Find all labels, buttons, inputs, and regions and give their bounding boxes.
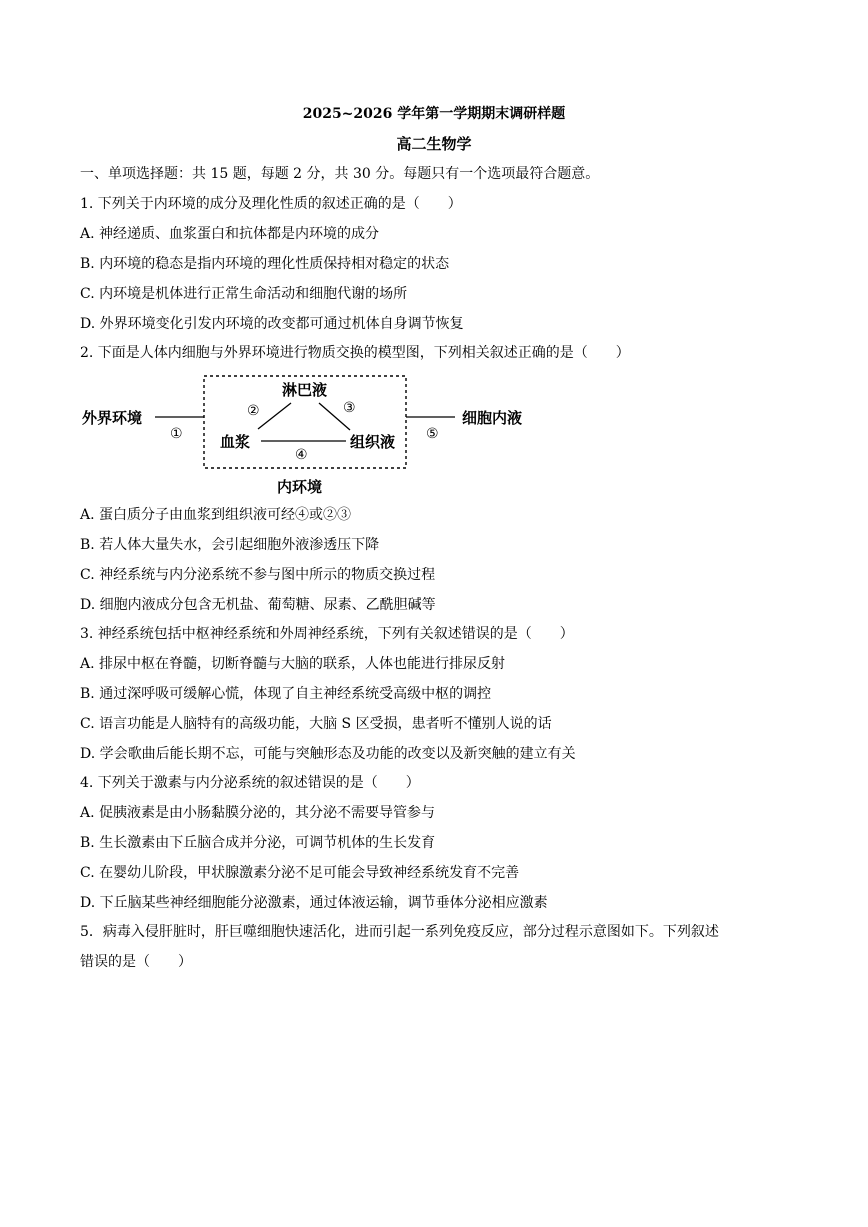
q3-stem: 3. 神经系统包括中枢神经系统和外周神经系统，下列有关叙述错误的是（ ） [80,626,574,642]
label-tissue-fluid: 组织液 [350,433,396,451]
q5-stem-line-2: 错误的是（ ） [80,954,192,970]
q3-option-a: A. 排尿中枢在脊髓，切断脊髓与大脑的联系，人体也能进行排尿反射 [80,656,506,672]
marker-1: ① [170,426,183,442]
q1-option-b: B. 内环境的稳态是指内环境的理化性质保持相对稳定的状态 [80,256,450,272]
q4-option-a: A. 促胰液素是由小肠黏膜分泌的，其分泌不需要导管参与 [80,805,436,821]
label-intracellular-fluid: 细胞内液 [462,409,523,427]
q4-stem: 4. 下列关于激素与内分泌系统的叙述错误的是（ ） [80,775,420,791]
q3-option-d: D. 学会歌曲后能长期不忘，可能与突触形态及功能的改变以及新突触的建立有关 [80,746,576,762]
q5-stem-line-1: 5．病毒入侵肝脏时，肝巨噬细胞快速活化，进而引起一系列免疫反应，部分过程示意图如下。下列叙述 [80,924,719,940]
exam-title: 2025~2026 学年第一学期期末调研样题 [302,106,566,122]
q4-option-c: C. 在婴幼儿阶段，甲状腺激素分泌不足可能会导致神经系统发育不完善 [80,865,520,881]
q1-option-d: D. 外界环境变化引发内环境的改变都可通过机体自身调节恢复 [80,316,464,332]
section-instructions: 一、单项选择题：共 15 题，每题 2 分，共 30 分。每题只有一个选项最符合题意。 [80,166,600,182]
marker-5: ⑤ [426,426,439,442]
line-lymph-to-plasma [258,403,291,429]
label-lymph: 淋巴液 [282,381,328,399]
q4-option-b: B. 生长激素由下丘脑合成并分泌，可调节机体的生长发育 [80,835,436,851]
marker-2: ② [247,403,260,419]
marker-3: ③ [343,400,356,416]
q2-option-a: A. 蛋白质分子由血浆到组织液可经④或②③ [80,507,352,523]
q2-option-c: C. 神经系统与内分泌系统不参与图中所示的物质交换过程 [80,567,436,583]
q1-option-a: A. 神经递质、血浆蛋白和抗体都是内环境的成分 [80,226,380,242]
q2-stem: 2. 下面是人体内细胞与外界环境进行物质交换的模型图，下列相关叙述正确的是（ ） [80,345,630,361]
q3-option-c: C. 语言功能是人脑特有的高级功能，大脑 S 区受损，患者听不懂别人说的话 [80,716,552,732]
label-outside-environment: 外界环境 [82,409,143,427]
q3-option-b: B. 通过深呼吸可缓解心慌，体现了自主神经系统受高级中枢的调控 [80,686,492,702]
q4-option-d: D. 下丘脑某些神经细胞能分泌激素，通过体液运输，调节垂体分泌相应激素 [80,895,548,911]
internal-environment-diagram [80,372,530,500]
q2-option-b: B. 若人体大量失水，会引起细胞外液渗透压下降 [80,537,380,553]
exam-subject: 高二生物学 [396,135,472,153]
q1-stem: 1. 下列关于内环境的成分及理化性质的叙述正确的是（ ） [80,196,462,212]
label-plasma: 血浆 [220,433,251,451]
q1-option-c: C. 内环境是机体进行正常生命活动和细胞代谢的场所 [80,286,408,302]
marker-4: ④ [295,447,308,463]
q2-option-d: D. 细胞内液成分包含无机盐、葡萄糖、尿素、乙酰胆碱等 [80,597,436,613]
label-internal-environment: 内环境 [277,478,323,496]
